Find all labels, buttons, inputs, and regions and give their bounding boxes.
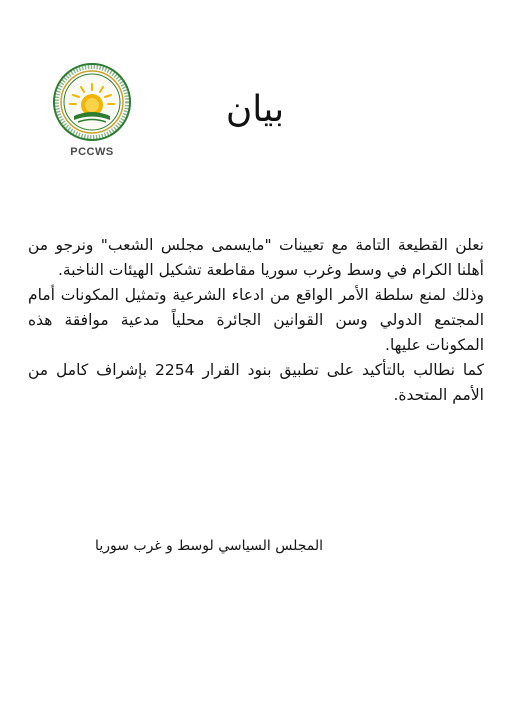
logo-emblem-icon <box>52 62 132 142</box>
signature: المجلس السياسي لوسط و غرب سوريا <box>95 538 323 554</box>
page-title: بيان <box>225 89 285 130</box>
logo-caption: PCCWS <box>70 146 114 158</box>
statement-paragraph-2: وذلك لمنع سلطة الأمر الواقع من ادعاء الشرعية وتمثيل المكونات أمام المجتمع الدولي وسن القوانين الجائرة محلياً مدعية موافقة هذه المكونات عليها. <box>28 286 484 354</box>
statement-body <box>28 233 484 408</box>
statement-paragraph-3: كما نطالب بالتأكيد على تطبيق بنود القرار 2254 بإشراف كامل من الأمم المتحدة. <box>28 361 484 404</box>
statement-paragraph-1: نعلن القطيعة التامة مع تعيينات "مايسمى مجلس الشعب" ونرجو من أهلنا الكرام في وسط وغرب سوريا مقاطعة تشكيل الهيئات الناخبة. <box>28 236 484 279</box>
organization-logo <box>52 62 132 174</box>
